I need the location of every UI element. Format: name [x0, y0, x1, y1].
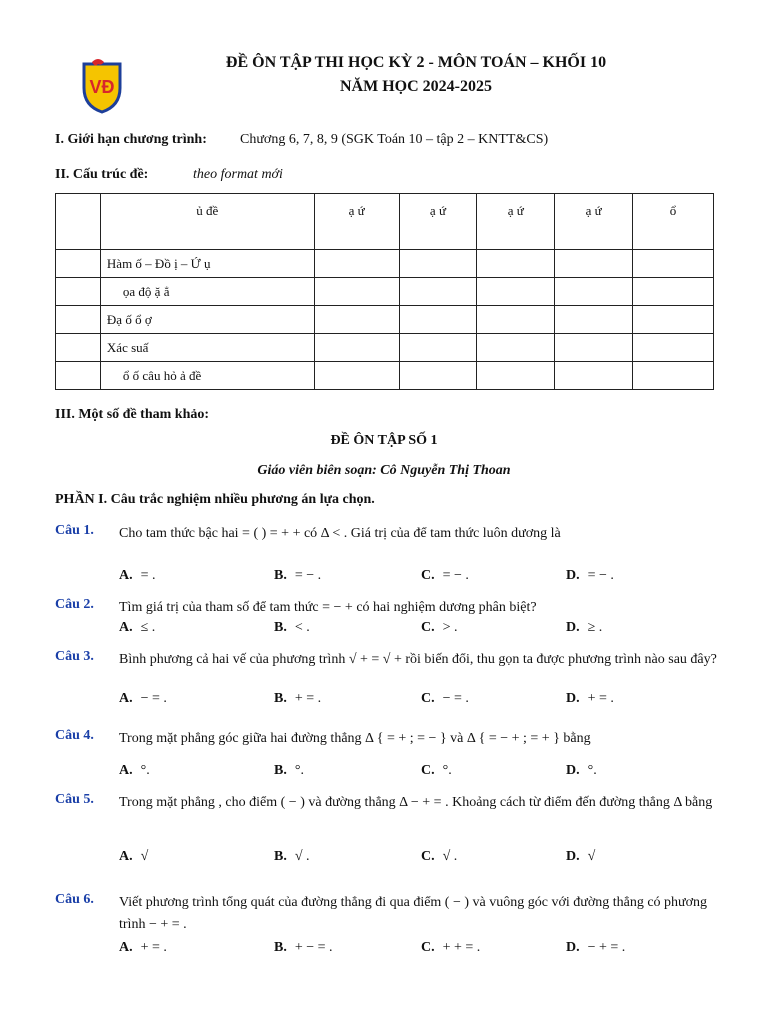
- option-a[interactable]: A. √: [119, 849, 149, 864]
- option-c[interactable]: C. − = .: [421, 691, 469, 706]
- structure-label: II. Cấu trúc đề:: [55, 167, 149, 182]
- table-row: [56, 334, 714, 362]
- question-number: Câu 1.: [55, 523, 94, 538]
- table-row-label: ổ ố câu hỏ ả đề: [100, 362, 314, 390]
- table-row: [56, 306, 714, 334]
- question-number: Câu 2.: [55, 597, 94, 612]
- scope-value: Chương 6, 7, 8, 9 (SGK Toán 10 – tập 2 – KNTT&CS): [240, 132, 549, 147]
- table-header-cell: ạ ứ: [555, 194, 633, 250]
- table-row: [56, 362, 714, 390]
- question-text: Cho tam thức bậc hai = ( ) = + + có Δ < . Giá trị của để tam thức luôn dương là: [119, 526, 561, 541]
- table-row-label: ọa độ ặ ẳ: [100, 278, 314, 306]
- option-c[interactable]: C. > .: [421, 620, 458, 635]
- option-c[interactable]: C. √ .: [421, 849, 458, 864]
- table-row-label: Hàm ố – Đồ ị – Ứ ụ: [100, 250, 314, 278]
- school-logo: [74, 58, 130, 114]
- option-d[interactable]: D. = − .: [566, 568, 614, 583]
- question-text: Tìm giá trị của tham số để tam thức = − + có hai nghiệm dương phân biệt?: [119, 600, 537, 615]
- table-header-cell: ổ: [633, 194, 714, 250]
- table-header-row: [56, 194, 714, 250]
- part-heading: PHẦN I. Câu trắc nghiệm nhiều phương án lựa chọn.: [55, 492, 375, 507]
- option-b[interactable]: B. °.: [274, 763, 304, 778]
- school-year: NĂM HỌC 2024-2025: [340, 78, 492, 95]
- option-b[interactable]: B. √ .: [274, 849, 310, 864]
- option-a[interactable]: A. = .: [119, 568, 156, 583]
- option-c[interactable]: C. + + = .: [421, 940, 481, 955]
- exam-number-title: ĐỀ ÔN TẬP SỐ 1: [330, 433, 438, 448]
- table-row: [56, 250, 714, 278]
- question-number: Câu 4.: [55, 728, 94, 743]
- option-b[interactable]: B. + − = .: [274, 940, 333, 955]
- exam-author: Giáo viên biên soạn: Cô Nguyễn Thị Thoan: [257, 463, 511, 478]
- option-d[interactable]: D. − + = .: [566, 940, 626, 955]
- references-section: [55, 407, 209, 423]
- option-d[interactable]: D. °.: [566, 763, 597, 778]
- option-d[interactable]: D. ≥ .: [566, 620, 603, 635]
- option-a[interactable]: A. + = .: [119, 940, 167, 955]
- option-b[interactable]: B. = − .: [274, 568, 322, 583]
- exam-title: ĐỀ ÔN TẬP THI HỌC KỲ 2 - MÔN TOÁN – KHỐI 10: [225, 54, 607, 71]
- question-number: Câu 3.: [55, 649, 94, 664]
- table-header-cell: ạ ứ: [477, 194, 555, 250]
- question-text: Bình phương cả hai vế của phương trình √ + = √ + rồi biến đổi, thu gọn ta được phương trình nào sau đây?: [119, 652, 717, 667]
- option-b[interactable]: B. + = .: [274, 691, 322, 706]
- option-c[interactable]: C. °.: [421, 763, 452, 778]
- structure-table: [55, 193, 714, 390]
- question-number: Câu 5.: [55, 792, 94, 807]
- question-text: Trong mặt phẳng , cho điểm ( − ) và đường thẳng Δ − + = . Khoảng cách từ điểm đến đường thẳng Δ bằng: [119, 795, 713, 810]
- table-row-label: Xác suấ: [100, 334, 314, 362]
- option-d[interactable]: D. + = .: [566, 691, 614, 706]
- table-header-cell: [56, 194, 101, 250]
- table-header-cell: ạ ứ: [314, 194, 399, 250]
- question-text: Trong mặt phẳng góc giữa hai đường thẳng Δ { = + ; = − } và Δ { = − + ; = + } bằng: [119, 731, 591, 746]
- scope-section: [55, 132, 549, 148]
- option-a[interactable]: A. °.: [119, 763, 150, 778]
- table-header-cell: ủ đề: [100, 194, 314, 250]
- option-d[interactable]: D. √: [566, 849, 596, 864]
- option-a[interactable]: A. − = .: [119, 691, 167, 706]
- scope-label: I. Giới hạn chương trình:: [55, 132, 207, 147]
- table-row: [56, 278, 714, 306]
- structure-section: [55, 167, 283, 183]
- table-header-cell: ạ ứ: [399, 194, 477, 250]
- table-row-label: Đạ ố ổ ợ: [100, 306, 314, 334]
- question-text: Viết phương trình tổng quát của đường thẳng đi qua điểm ( − ) và vuông góc với đường thẳng có phương trình − + = .: [119, 895, 708, 932]
- question-number: Câu 6.: [55, 892, 94, 907]
- option-c[interactable]: C. = − .: [421, 568, 469, 583]
- references-label: III. Một số đề tham khảo:: [55, 407, 210, 422]
- option-a[interactable]: A. ≤ .: [119, 620, 156, 635]
- option-b[interactable]: B. < .: [274, 620, 310, 635]
- structure-value: theo format mới: [193, 167, 283, 182]
- svg-text:VĐ: VĐ: [89, 77, 115, 97]
